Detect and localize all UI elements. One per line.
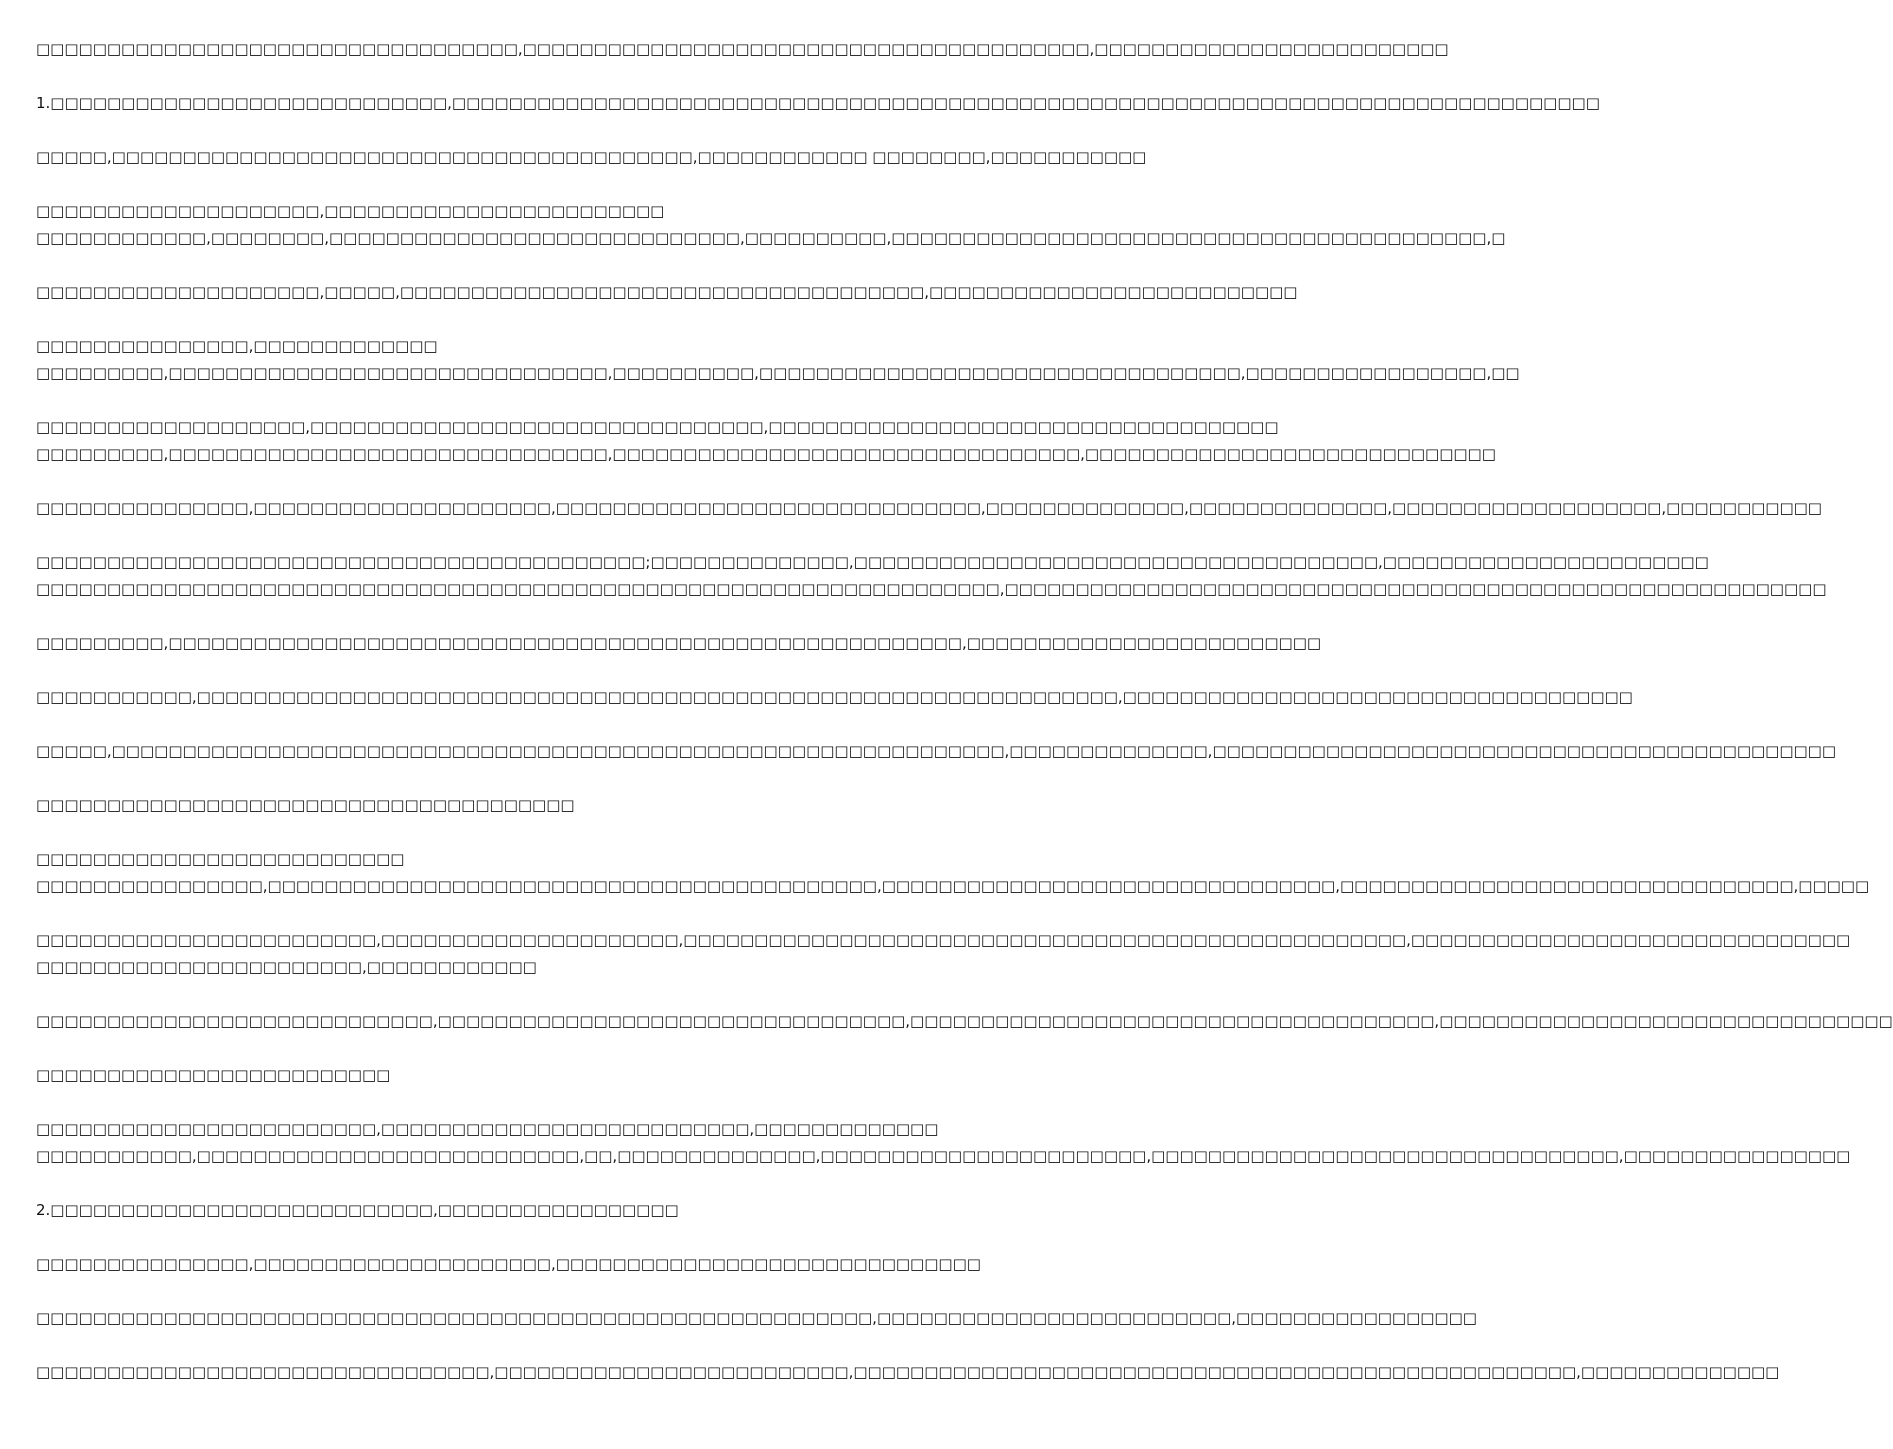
text-line: □□□□□□□□□□□□□□□□□□□□□□□□□□□□□□□□□□,□□□□□□□□□□□□□□□□□□□□□□□□□□□□□□□□□□□□□□□□,□□□□□□□□□□□□□□□□□□□□□□□□□	[36, 40, 1449, 58]
text-line: □□□□□,□□□□□□□□□□□□□□□□□□□□□□□□□□□□□□□□□□□□□□□□□□□□□□□□□□□□□□□□□□□□□□□,□□□□□□□□□□□□□□,□□□□□□□□□□□□□□□□□□□□□□□□□□□□□□□□□□□□□□□□□□□□	[36, 742, 1837, 760]
text-line: □□□□□□□□□□□□□□□□,□□□□□□□□□□□□□□□□□□□□□□□□□□□□□□□□□□□□□□□□□□□,□□□□□□□□□□□□□□□□□□□□□□□□□□□□□□□□,□□□□□□□□□□□□□□□□□□□□□□□□□□□□□□□□,□□□□□	[36, 877, 1870, 895]
paragraph	[36, 144, 1147, 171]
paragraph	[36, 333, 1520, 387]
text-line: □□□□□□□□□,□□□□□□□□□□□□□□□□□□□□□□□□□□□□□□□,□□□□□□□□□□,□□□□□□□□□□□□□□□□□□□□□□□□□□□□□□□□□□,□□□□□□□□□□□□□□□□□,□□	[36, 364, 1520, 382]
paragraph	[36, 1359, 1780, 1386]
paragraph	[36, 927, 1851, 981]
text-line: □□□□□□□□□□□□□□□□□□□□,□□□□□□□□□□□□□□□□□□□□□□□□	[36, 202, 665, 220]
paragraph	[36, 495, 1822, 522]
text-line: □□□□□□□□□□□,□□□□□□□□□□□□□□□□□□□□□□□□□□□,□□,□□□□□□□□□□□□□□,□□□□□□□□□□□□□□□□□□□□□□□,□□□□□□□□□□□□□□□□□□□□□□□□□□□□□□□□□,□□□□□□□□□□□□□□□□	[36, 1147, 1851, 1165]
text-line: □□□□□□□□□,□□□□□□□□□□□□□□□□□□□□□□□□□□□□□□□,□□□□□□□□□□□□□□□□□□□□□□□□□□□□□□□□□,□□□□□□□□□□□□□□□□□□□□□□□□□□□□□	[36, 445, 1496, 463]
paragraph	[36, 792, 990, 819]
text-line: 1.□□□□□□□□□□□□□□□□□□□□□□□□□□□□,□□□□□□□□□□□□□□□□□□□□□□□□□□□□□□□□□□□□□□□□□□□□□□□□□□□□□□□□□□□□□□□□□□□□□□□□□□□□□□□□□	[36, 94, 1600, 112]
paragraph	[36, 1197, 990, 1224]
text-line: □□□□□□□□□□□□□□□□□□□□□□□□□□□□□□□□□□□□□□□□□□□□□□□□□□□□□□□□□□□,□□□□□□□□□□□□□□□□□□□□□□□□□,□□□□□□□□□□□□□□□□□	[36, 1309, 1477, 1327]
paragraph	[36, 36, 1449, 63]
paragraph	[36, 279, 1298, 306]
text-line: □□□□□□□□□□□□□□□□□□□□□□□□,□□□□□□□□□□□□□□□□□□□□□□□□□□,□□□□□□□□□□□□□	[36, 1120, 939, 1138]
text-line: □□□□□□□□□□□□,□□□□□□□□,□□□□□□□□□□□□□□□□□□□□□□□□□□□□□,□□□□□□□□□□,□□□□□□□□□□□□□□□□□□□□□□□□□□□□□□□□□□□□□□□□□□,□	[36, 229, 1506, 247]
text-line: □□□□□□□□□□□□□□□□□□□□□□□□□□□□□□□□,□□□□□□□□□□□□□□□□□□□□□□□□□,□□□□□□□□□□□□□□□□□□□□□□□□□□□□□□□□□□□□□□□□□□□□□□□□□□□,□□□□□□□□□□□□□□	[36, 1363, 1780, 1381]
text-line: □□□□□□□□□□□□□□□□□□□□□□□□□□□□,□□□□□□□□□□□□□□□□□□□□□□□□□□□□□□□□□,□□□□□□□□□□□□□□□□□□□□□□□□□□□□□□□□□□□□□,□□□□□□□□□□□□□□□□□□□□□□□□□□□□□□□□	[36, 1012, 1893, 1030]
paragraph	[36, 630, 1322, 657]
paragraph	[36, 1062, 990, 1089]
paragraph	[36, 738, 1837, 765]
text-line: □□□□□,□□□□□□□□□□□□□□□□□□□□□□□□□□□□□□□□□□□□□□□□□,□□□□□□□□□□□□ □□□□□□□□,□□□□□□□□□□□	[36, 148, 1147, 166]
text-line: □□□□□□□□□□□□□□□□□□□□□□□□□□□□□□□□□□□□□□	[36, 796, 575, 814]
text-line: □□□□□□□□□□□□□□□□□□□□□□□,□□□□□□□□□□□□	[36, 958, 537, 976]
text-line: □□□□□□□□□□□□□□□□□□□□□□□□,□□□□□□□□□□□□□□□□□□□□□,□□□□□□□□□□□□□□□□□□□□□□□□□□□□□□□□□□□□□□□□□□□□□□□□□□□,□□□□□□□□□□□□□□□□□□□□□□□□□□□□□□□	[36, 931, 1851, 949]
paragraph	[36, 198, 1506, 252]
text-line: 2.□□□□□□□□□□□□□□□□□□□□□□□□□□□,□□□□□□□□□□□□□□□□□	[36, 1201, 679, 1219]
paragraph	[36, 549, 1827, 603]
text-line: □□□□□□□□□□□,□□□□□□□□□□□□□□□□□□□□□□□□□□□□□□□□□□□□□□□□□□□□□□□□□□□□□□□□□□□□□□□□□,□□□□□□□□□□□□□□□□□□□□□□□□□□□□□□□□□□□□	[36, 688, 1633, 706]
paragraph	[36, 1008, 1893, 1035]
paragraph	[36, 1305, 1477, 1332]
text-line: □□□□□□□□□□□□□□□,□□□□□□□□□□□□□□□□□□□□□,□□□□□□□□□□□□□□□□□□□□□□□□□□□□□□,□□□□□□□□□□□□□□,□□□□□□□□□□□□□□,□□□□□□□□□□□□□□□□□□□,□□□□□□□□□□□	[36, 499, 1822, 517]
text-line: □□□□□□□□□□□□□□□□□□□□,□□□□□,□□□□□□□□□□□□□□□□□□□□□□□□□□□□□□□□□□□□□,□□□□□□□□□□□□□□□□□□□□□□□□□□	[36, 283, 1298, 301]
text-line: □□□□□□□□□□□□□□□□□□□□□□□□□□□□□□□□□□□□□□□□□□□;□□□□□□□□□□□□□□,□□□□□□□□□□□□□□□□□□□□□□□□□□□□□□□□□□□□□,□□□□□□□□□□□□□□□□□□□□□□□	[36, 553, 1709, 571]
document-body	[36, 36, 1893, 1413]
paragraph	[36, 684, 1633, 711]
paragraph	[36, 90, 1600, 117]
paragraph	[36, 414, 1496, 468]
paragraph	[36, 846, 1870, 900]
text-line: □□□□□□□□□□□□□□□□□□□□□□□□□	[36, 1066, 391, 1084]
paragraph	[36, 1251, 990, 1278]
text-line: □□□□□□□□□□□□□□□□□□□□□□□□□□□□□□□□□□□□□□□□□□□□□□□□□□□□□□□□□□□□□□□□□□□□,□□□□□□□□□□□□□□□□□□□□□□□□□□□□□□□□□□□□□□□□□□□□□□□□□□□□□□□□□□	[36, 580, 1827, 598]
paragraph	[36, 1116, 1851, 1170]
text-line: □□□□□□□□□□□□□□□□□□□□□□□□□□	[36, 850, 405, 868]
text-line: □□□□□□□□□,□□□□□□□□□□□□□□□□□□□□□□□□□□□□□□□□□□□□□□□□□□□□□□□□□□□□□□□□,□□□□□□□□□□□□□□□□□□□□□□□□□	[36, 634, 1322, 652]
text-line: □□□□□□□□□□□□□□□,□□□□□□□□□□□□□	[36, 337, 438, 355]
text-line: □□□□□□□□□□□□□□□,□□□□□□□□□□□□□□□□□□□□□,□□□□□□□□□□□□□□□□□□□□□□□□□□□□□□	[36, 1255, 981, 1273]
text-line: □□□□□□□□□□□□□□□□□□□,□□□□□□□□□□□□□□□□□□□□□□□□□□□□□□□□,□□□□□□□□□□□□□□□□□□□□□□□□□□□□□□□□□□□□	[36, 418, 1279, 436]
